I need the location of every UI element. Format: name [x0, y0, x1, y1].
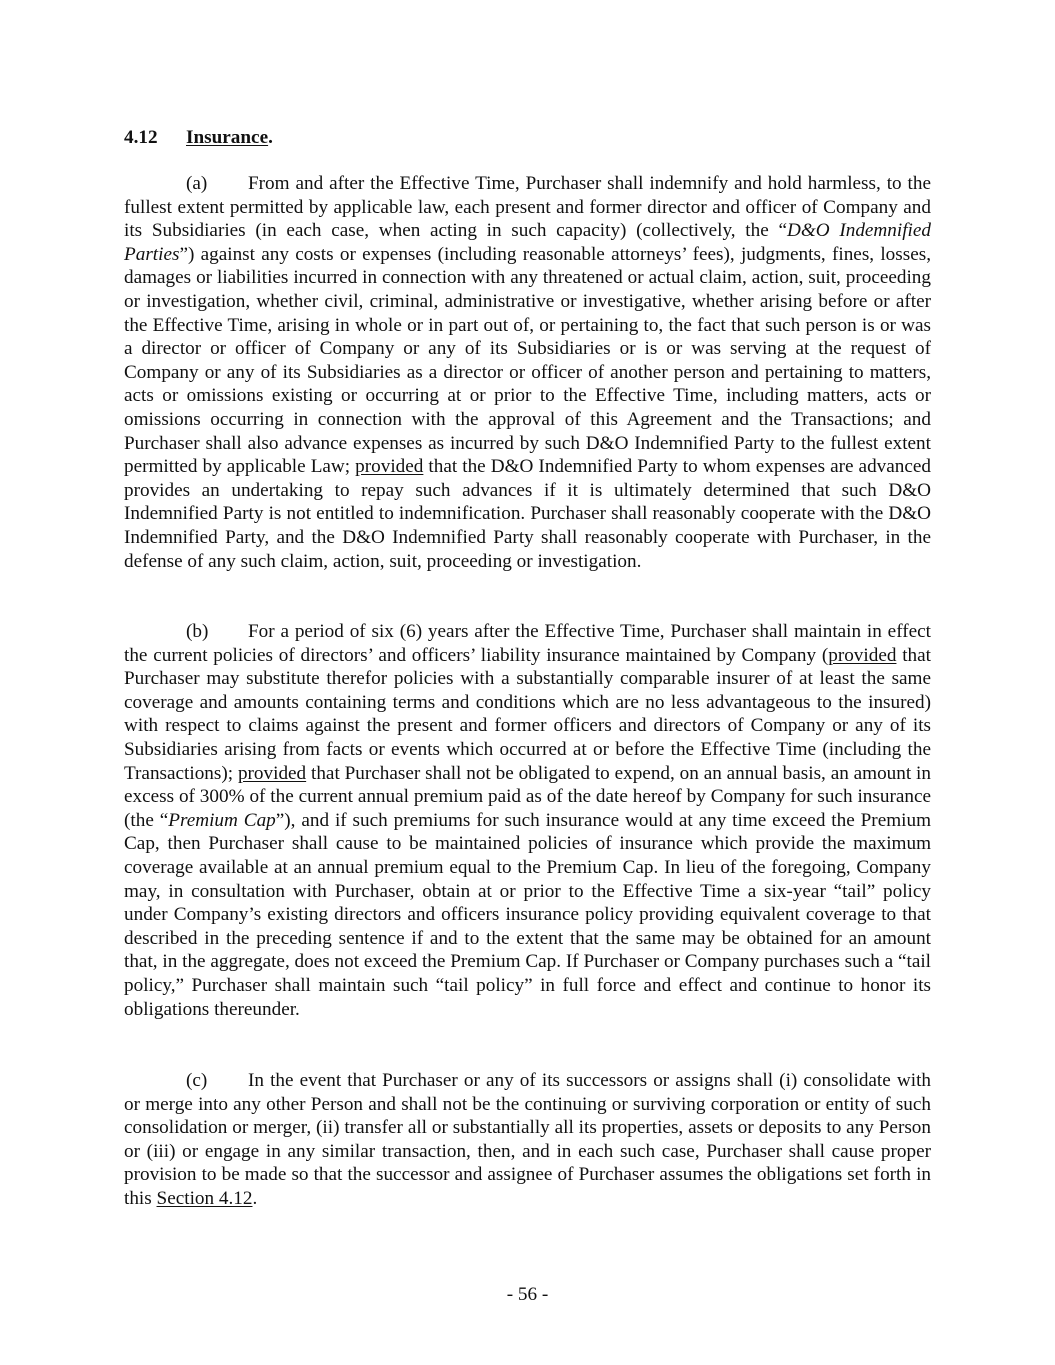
page-number: - 56 - — [506, 1284, 549, 1305]
provided-term: provided — [237, 762, 307, 784]
paragraph-c — [124, 1069, 931, 1211]
paragraph-b-text-4: ”), and if such premiums for such insurance would at any time exceed the Premium Cap, then Purchaser shall cause to be maintained policies of insurance which provide the maximum coverage available at an annual premium equal to the Premium Cap. In lieu of the foregoing, Company may, in consultation with Purchaser, obtain at or prior to the Effective Time a six-year “tail” policy under Company’s existing directors and officers insurance policy providing equivalent coverage to that described in the preceding sentence if and to the extent that the same may be obtained for an amount that, in the aggregate, does not exceed the Premium Cap. If Purchaser or Company purchases such a “tail policy,” Purchaser shall maintain such “tail policy” in full force and effect and continue to honor its obligations thereunder. — [124, 809, 931, 1020]
provided-term: provided — [828, 644, 897, 666]
paragraph-a-label: (a) — [186, 173, 208, 194]
paragraph-c-text-2: . — [252, 1187, 258, 1209]
paragraph-a — [124, 172, 931, 573]
paragraph-b-text-3: that Purchaser shall not be obligated to expend, on an annual basis, an amount in excess of 300% of the current annual premium paid as of the date hereof by Company for such insurance (the “ — [124, 762, 931, 831]
defined-term-premium-cap: Premium Cap — [168, 809, 276, 831]
paragraph-b-text-2: that Purchaser may substitute therefor policies with a substantially comparable insurer of at least the same coverage and amounts containing terms and conditions which are no less advantageous to the insured) with respect to claims against the present and former officers and directors of Company or any of its Subsidiaries arising from facts or events which occurred at or before the Effective Time (including the Transactions); — [124, 644, 931, 784]
paragraph-a-text-3: that the D&O Indemnified Party to whom expenses are advanced provides an undertaking to repay such advances if it is ultimately determined that such D&O Indemnified Party is not entitled to indemnification. Purchaser shall reasonably cooperate with the D&O Indemnified Party, and the D&O Indemnified Party shall reasonably cooperate with Purchaser, in the defense of any such claim, action, suit, proceeding or investigation. — [124, 456, 931, 572]
paragraph-b-text-1: For a period of six (6) years after the Effective Time, Purchaser shall maintain in effect the current policies of directors’ and officers’ liability insurance maintained by Company ( — [124, 621, 931, 666]
section-title: Insurance — [186, 127, 269, 148]
section-heading — [124, 126, 273, 150]
paragraph-b — [124, 620, 931, 1021]
defined-term-do-indemnified-parties: D&O Indemnified Parties — [124, 220, 931, 265]
section-reference: Section 4.12 — [156, 1187, 253, 1209]
paragraph-b-label: (b) — [186, 621, 209, 642]
paragraph-c-label: (c) — [186, 1070, 208, 1091]
paragraph-a-text-1: From and after the Effective Time, Purchaser shall indemnify and hold harmless, to the fullest extent permitted by applicable law, each present and former director and officer of Company and its Subsidiaries (in each case, when acting in such capacity) (collectively, the “ — [124, 173, 931, 242]
paragraph-a-text-2: ”) against any costs or expenses (including reasonable attorneys’ fees), judgments, fines, losses, damages or liabilities incurred in connection with any threatened or actual claim, action, suit, proceeding or investigation, whether civil, criminal, administrative or investigative, whether arising before or after the Effective Time, arising in whole or in part out of, or pertaining to, the fact that such person is or was a director or officer of Company or any of its Subsidiaries or is or was serving at the request of Company or any of its Subsidiaries as a director or officer of another person and pertaining to matters, acts or omissions existing or occurring at or prior to the Effective Time, including matters, acts or omissions occurring in connection with the approval of this Agreement and the Transactions; and Purchaser shall also advance expenses as incurred by such D&O Indemnified Party to the fullest extent permitted by applicable Law; — [124, 243, 931, 478]
paragraph-c-text-1: In the event that Purchaser or any of its successors or assigns shall (i) consolidate with or merge into any other Person and shall not be the continuing or surviving corporation or entity of such consolidation or merger, (ii) transfer all or substantially all its properties, assets or deposits to any Person or (iii) or engage in any similar transaction, then, and in each such case, Purchaser shall cause proper provision to be made so that the successor and assignee of Purchaser assumes the obligations set forth in this — [124, 1070, 931, 1209]
provided-term: provided — [355, 456, 424, 478]
section-number: 4.12 — [124, 127, 158, 148]
section-title-period: . — [268, 127, 273, 148]
